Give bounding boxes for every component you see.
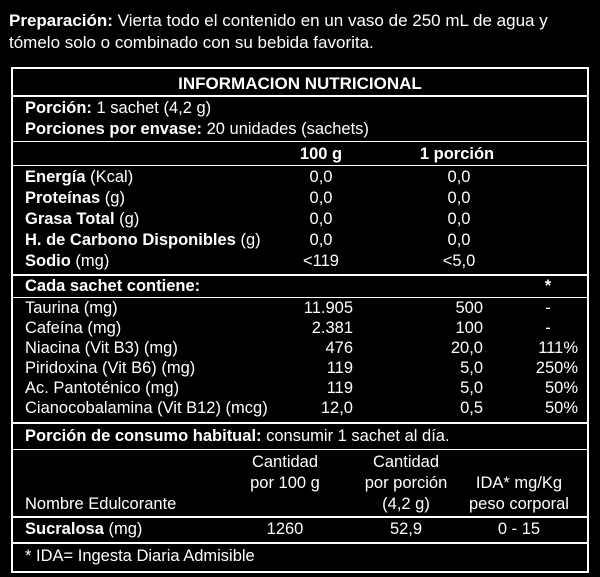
nutrient-value-100g: <119 [303,252,339,270]
nutrient-row [25,252,109,271]
sweet-col3-l2: peso corporal [469,495,569,513]
portion-label: Porción: [25,99,92,117]
sachet-item-100g: 119 [326,379,353,397]
nutrient-unit: (mg) [75,252,110,270]
nutrient-value-100g: 0,0 [309,189,333,207]
sachet-item-name: Ac. Pantoténico (mg) [25,379,180,397]
nutrient-unit: (g) [119,210,140,228]
sweetener-name: Sucralosa [25,520,104,538]
sachet-item-portion: 5,0 [460,379,483,397]
nutrient-value-portion: 0,0 [447,168,471,186]
nutrient-unit: (Kcal) [90,168,134,186]
sachet-item-pct: 50% [544,399,578,417]
preparation-line1: Vierta todo el contenido en un vaso de 250 mL de agua y [117,11,548,30]
nutrient-row [25,231,261,250]
sachet-item-portion: 500 [455,299,483,317]
sweetener-row [25,520,142,539]
habitual-portion-row [25,427,450,446]
nutrient-name: Sodio [25,252,71,270]
nutrient-value-100g: 0,0 [309,210,333,228]
nutrient-unit: (g) [104,189,125,207]
servings-label: Porciones por envase: [25,120,202,138]
sachet-item-name: Cafeína (mg) [25,319,122,337]
sachet-item-portion: 100 [455,319,483,337]
sachet-header: Cada sachet contiene: [25,277,201,295]
nutrient-unit: (g) [240,231,261,249]
sweet-col1-l1: Cantidad [251,453,319,471]
sachet-item-100g: 119 [326,359,353,377]
sweet-col2-l3: (4,2 g) [382,495,430,513]
nutrient-name: H. de Carbono Disponibles [25,231,236,249]
sachet-item-name: Taurina (mg) [25,299,118,317]
sachet-item-pct: - [545,299,551,317]
servings-value: 20 unidades (sachets) [206,120,369,138]
preparation-text [9,10,594,54]
sachet-item-100g: 2.381 [311,319,353,337]
nutrient-value-portion: 0,0 [447,231,471,249]
divider [13,165,587,166]
col-portion-header: 1 porción [419,145,495,163]
portion-value: 1 sachet (4,2 g) [96,99,212,117]
divider [13,542,587,544]
nutrient-row [25,168,133,187]
col-100g-header: 100 g [299,145,343,163]
sachet-item-pct: - [545,319,551,337]
nutrient-row [25,210,139,229]
sachet-item-pct: 50% [544,379,578,397]
nutrient-name: Energía [25,168,86,186]
habitual-value: consumir 1 sachet al día. [266,427,450,445]
sachet-item-portion: 20,0 [450,339,483,357]
habitual-label: Porción de consumo habitual: [25,427,262,445]
sachet-item-pct: 250% [535,359,578,377]
nutrient-name: Proteínas [25,189,101,207]
sachet-item-name: Cianocobalamina (Vit B12) (mcg) [25,399,268,417]
sweet-col3-l1: IDA* mg/Kg [475,474,563,492]
sachet-item-name: Niacina (Vit B3) (mg) [25,339,178,357]
preparation-line2: tómelo solo o combinado con su bebida favorita. [9,33,374,52]
divider [13,516,587,518]
portion-row [25,99,211,118]
sachet-star: * [544,277,552,295]
sachet-item-portion: 0,5 [460,399,483,417]
sweetener-ida: 0 - 15 [497,520,541,538]
divider [13,297,587,298]
divider [13,449,587,450]
sachet-item-100g: 11.905 [303,299,353,317]
nutrient-value-portion: <5,0 [442,252,476,270]
sweetener-value-portion: 52,9 [389,520,423,538]
nutrient-value-portion: 0,0 [447,210,471,228]
nutrient-value-portion: 0,0 [447,189,471,207]
nutrient-name: Grasa Total [25,210,115,228]
preparation-label: Preparación: [9,11,113,30]
divider [13,422,587,424]
nutrition-table [11,67,589,573]
divider [13,141,587,142]
servings-row [25,120,369,139]
nutrient-value-100g: 0,0 [309,168,333,186]
sachet-item-100g: 12,0 [320,399,353,417]
footnote: * IDA= Ingesta Diaria Admisible [25,547,255,565]
nutrient-row [25,189,125,208]
table-title: INFORMACION NUTRICIONAL [178,74,422,93]
sweet-col2-l2: por porción [364,474,448,492]
sachet-item-100g: 476 [325,339,353,357]
sweetener-unit: (mg) [108,520,143,538]
sweetener-value-100g: 1260 [266,520,304,538]
divider [13,95,587,97]
sachet-item-portion: 5,0 [460,359,483,377]
divider [13,274,587,276]
sachet-item-name: Piridoxina (Vit B6) (mg) [25,359,196,377]
sachet-item-pct: 111% [538,339,578,357]
nutrient-value-100g: 0,0 [309,231,333,249]
sweet-name-header: Nombre Edulcorante [25,495,177,513]
sweet-col2-l1: Cantidad [372,453,440,471]
sweet-col1-l2: por 100 g [250,474,320,492]
